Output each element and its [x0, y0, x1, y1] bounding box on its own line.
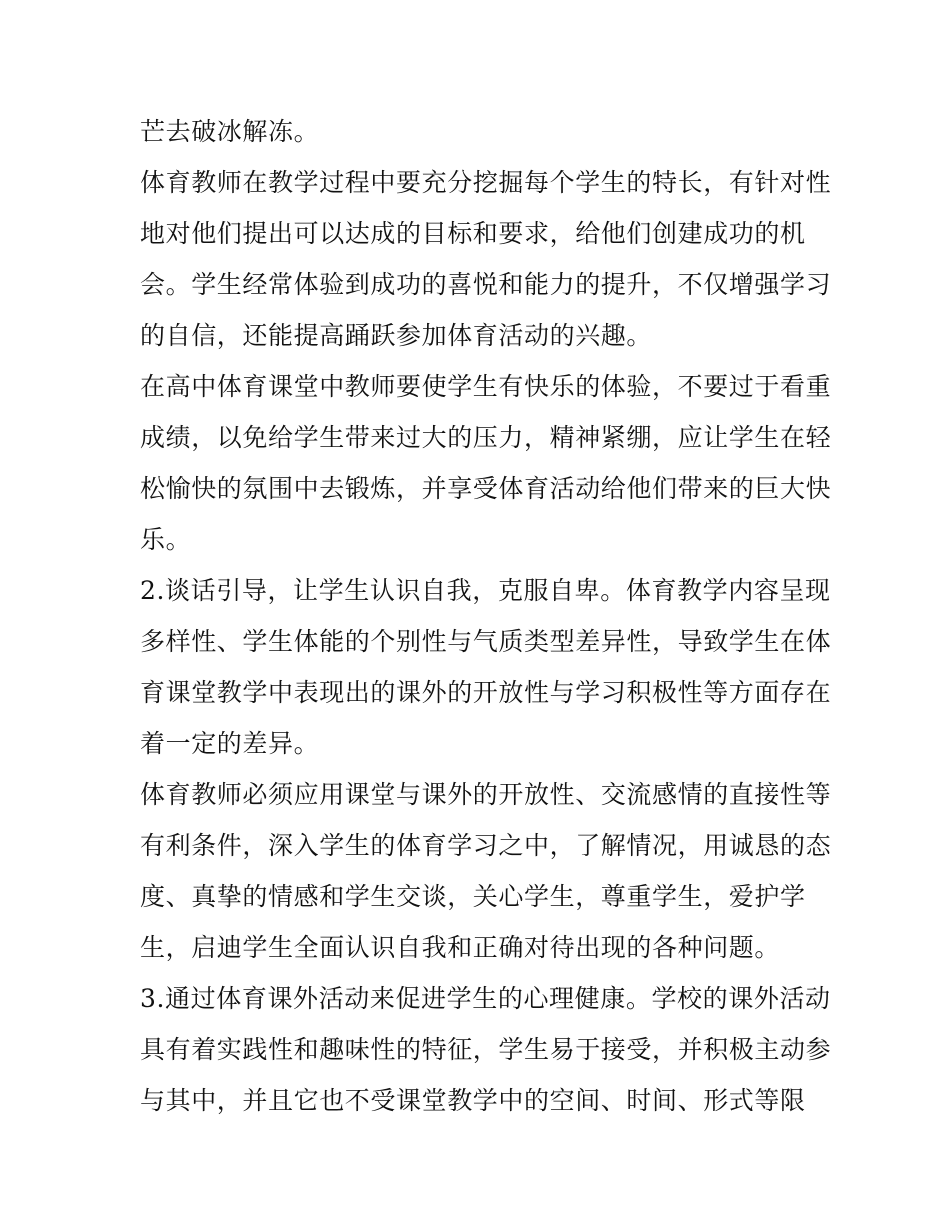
text-line: 有利条件，深入学生的体育学习之中，了解情况，用诚恳的态: [140, 831, 832, 860]
text-line: 地对他们提出可以达成的目标和要求，给他们创建成功的机: [140, 219, 806, 248]
text-line: 着一定的差异。: [140, 729, 320, 758]
text-line: 乐。: [140, 525, 192, 554]
text-line: 体育教师必须应用课堂与课外的开放性、交流感情的直接性等: [140, 780, 832, 809]
text-line: 具有着实践性和趣味性的特征，学生易于接受，并积极主动参: [140, 1035, 832, 1064]
text-line: 与其中，并且它也不受课堂教学中的空间、时间、形式等限: [140, 1086, 806, 1115]
text-line: 在高中体育课堂中教师要使学生有快乐的体验，不要过于看重: [140, 372, 832, 401]
text-line: 体育教师在教学过程中要充分挖掘每个学生的特长，有针对性: [140, 168, 832, 197]
text-line: 会。学生经常体验到成功的喜悦和能力的提升，不仅增强学习: [140, 270, 832, 299]
text-line: 3.通过体育课外活动来促进学生的心理健康。学校的课外活动: [140, 984, 831, 1013]
text-line: 育课堂教学中表现出的课外的开放性与学习积极性等方面存在: [140, 678, 832, 707]
text-line: 芒去破冰解冻。: [140, 117, 320, 146]
text-line: 2.谈话引导，让学生认识自我，克服自卑。体育教学内容呈现: [140, 576, 831, 605]
text-line: 生，启迪学生全面认识自我和正确对待出现的各种问题。: [140, 933, 781, 962]
text-line: 成绩，以免给学生带来过大的压力，精神紧绷，应让学生在轻: [140, 423, 832, 452]
text-line: 松愉快的氛围中去锻炼，并享受体育活动给他们带来的巨大快: [140, 474, 832, 503]
text-line: 度、真挚的情感和学生交谈，关心学生，尊重学生，爱护学: [140, 882, 806, 911]
text-line: 多样性、学生体能的个别性与气质类型差异性，导致学生在体: [140, 627, 832, 656]
text-line: 的自信，还能提高踊跃参加体育活动的兴趣。: [140, 321, 653, 350]
document-body: [140, 106, 832, 1126]
